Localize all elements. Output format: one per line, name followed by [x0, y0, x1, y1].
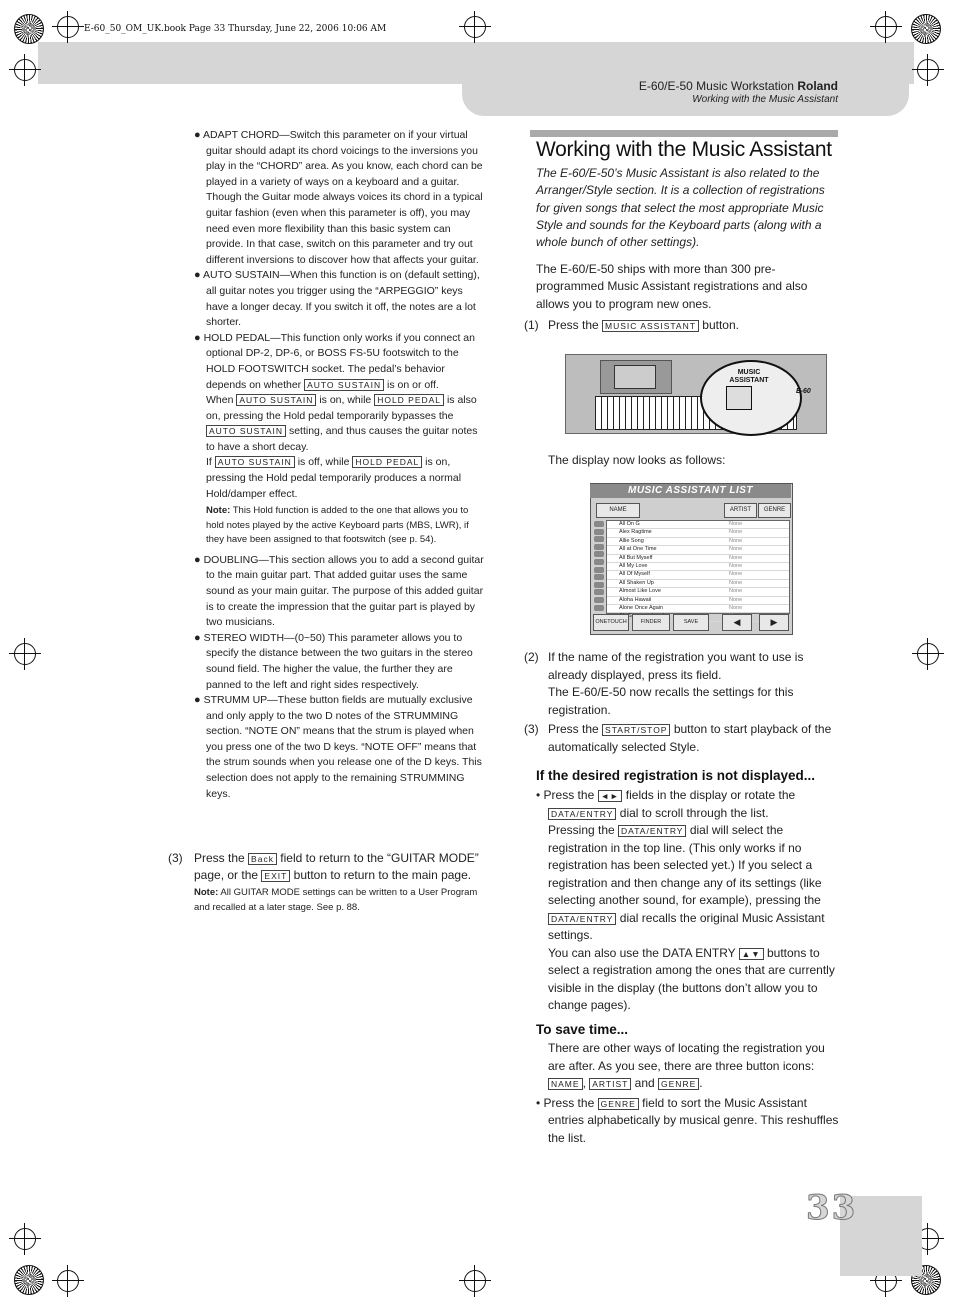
prev-page-button[interactable]: ◀ [722, 614, 752, 631]
save-button[interactable]: SAVE [673, 614, 709, 631]
song-name: All Shaken Up [619, 579, 654, 586]
arrow-keys: ◄► [598, 790, 623, 802]
paragraph: When AUTO SUSTAIN is on, while HOLD PEDAL is also on, pressing the Hold pedal temporarily bypasses the AUTO SUSTAIN setting, and thus causes the guitar notes to have a short decay. [206, 394, 478, 453]
key-label: AUTO SUSTAIN [304, 379, 384, 391]
list-item: ● ADAPT CHORD—Switch this parameter on if your virtual guitar should adapt its chord voicings to the inversions you play in the “CHORD” area. As you know, each chord can be played in a variety of ways on a keyboard and a guitar. Though the Guitar mode always voices its chord in a typical guitar fashion (even when this parameter is off), you may need even more flexibility than this basic system can provide. In that case, switch on this parameter and try out different inversions to discover how that affects your guitar. [194, 129, 483, 266]
page-number: 33 [806, 1188, 858, 1228]
song-name: All at One Time [619, 546, 657, 553]
speaker-icon [594, 597, 604, 603]
speaker-icon [594, 559, 604, 565]
song-name: Aloha Hawaii [619, 596, 652, 603]
genre-name: None [729, 579, 743, 586]
note: Note: This Hold function is added to the one that allows you to hold notes played by the active Keyboard parts (MBS, LWR), if they have been assigned to that footswitch (see p. 54). [206, 505, 469, 546]
print-info: E-60_50_OM_UK.book Page 33 Thursday, June 22, 2006 10:06 AM [84, 24, 387, 34]
paragraph: The E-60/E-50 ships with more than 300 pre-programmed Music Assistant registrations and also allows you to program new ones. [536, 262, 808, 311]
list-item: • Press the ◄► fields in the display or rotate the DATA/ENTRY dial to scroll through the list. Pressing the DATA/ENTRY dial will select the registration in the top line. (This only works if no registration has been selected yet.) If you select a registration and then change any of its settings (like selecting another sound, for example), pressing the DATA/ENTRY dial recalls the original Music Assistant settings. You can also use the DATA ENTRY ▲▼ buttons to select a registration among the ones that are currently visible in the display (the buttons don’t allow you to change pages). [536, 788, 835, 1012]
sort-name-button[interactable]: NAME [596, 503, 640, 518]
genre-name: None [729, 554, 743, 561]
speaker-icon [594, 536, 604, 542]
speaker-icon [594, 521, 604, 527]
genre-name: None [729, 596, 743, 603]
lcd-title: MUSIC ASSISTANT LIST [590, 484, 791, 498]
display-caption: The display now looks as follows: [548, 453, 726, 467]
list-item: ● STRUMM UP—These button fields are mutually exclusive and only apply to the two D notes of the STRUMMING section. “NOTE ON” means that the strum is played when you press one of the two D keys. “NOTE OFF” means that the strum sounds when you release one of the D keys. This selection does not apply to the remaining STRUMMING keys. [194, 694, 482, 800]
genre-name: None [729, 529, 743, 536]
speaker-icon [594, 574, 604, 580]
exit-key: EXIT [261, 870, 290, 882]
key-label: HOLD PEDAL [374, 394, 444, 406]
step-3: (3) Press the START/STOP button to start playback of the automatically selected Style. [524, 722, 832, 754]
subheading: If the desired registration is not displayed... [536, 768, 816, 783]
registration-mark-icon [14, 59, 36, 81]
intro-text: The E-60/E-50’s Music Assistant is also related to the Arranger/Style section. It is a collection of registrations for given songs that select the most appropriate Music Style and sounds for the Keyboard parts (along with a whole bunch of other settings). [536, 166, 825, 250]
list-item[interactable] [607, 588, 789, 596]
list-item[interactable] [607, 571, 789, 579]
registration-list [606, 520, 790, 614]
list-item[interactable] [607, 546, 789, 554]
crop-mark-icon [14, 14, 44, 44]
genre-name: None [729, 562, 743, 569]
key-label: HOLD PEDAL [352, 456, 422, 468]
registration-mark-icon [464, 16, 486, 38]
data-entry-key: DATA/ENTRY [548, 808, 616, 820]
genre-name: None [729, 546, 743, 553]
key-label: AUTO SUSTAIN [206, 425, 286, 437]
data-entry-key: DATA/ENTRY [618, 825, 686, 837]
list-item[interactable] [607, 555, 789, 563]
note: Note: All GUITAR MODE settings can be written to a User Program and recalled at a later stage. See p. 88. [194, 887, 478, 913]
page-title: Working with the Music Assistant [536, 138, 832, 161]
next-page-button[interactable]: ▶ [759, 614, 789, 631]
running-header: E-60/E-50 Music Workstation Roland [638, 79, 838, 93]
music-assistant-button-icon [726, 386, 752, 410]
song-name: Allie Song [619, 537, 644, 544]
list-item[interactable] [607, 580, 789, 588]
registration-mark-icon [14, 643, 36, 665]
up-down-keys: ▲▼ [739, 948, 764, 960]
artist-key: ARTIST [589, 1078, 631, 1090]
song-name: All Of Myself [619, 571, 650, 578]
speaker-icon [594, 582, 604, 588]
paragraph: There are other ways of locating the registration you are after. As you see, there are three button icons: NAME , ARTIST and GENRE . • Press the GENRE field to sort the Music Assistant entries alphabetically by musical genre. This reshuffles the list. [536, 1041, 839, 1145]
music-assistant-key: MUSIC ASSISTANT [602, 320, 699, 332]
registration-mark-icon [464, 1270, 486, 1292]
finder-button[interactable]: FINDER [632, 614, 670, 631]
data-entry-key: DATA/ENTRY [548, 913, 616, 925]
song-name: Alex Ragtime [619, 529, 652, 536]
list-item[interactable] [607, 521, 789, 529]
list-item[interactable] [607, 605, 789, 613]
name-key: NAME [548, 1078, 583, 1090]
speaker-icon [594, 529, 604, 535]
genre-name: None [729, 604, 743, 611]
paragraph: If AUTO SUSTAIN is off, while HOLD PEDAL is on, pressing the Hold pedal temporarily produces a normal Hold/damper effect. [206, 456, 462, 500]
key-label: AUTO SUSTAIN [215, 456, 295, 468]
registration-mark-icon [875, 16, 897, 38]
registration-mark-icon [917, 643, 939, 665]
genre-name: None [729, 588, 743, 595]
speaker-icon [594, 589, 604, 595]
speaker-icon [594, 551, 604, 557]
registration-mark-icon [57, 16, 79, 38]
list-item: ● DOUBLING—This section allows you to add a second guitar to the main guitar part. That added guitar uses the same sound as your main guitar. The purpose of this added guitar is to create the impression that the guitar part is played by two musicians. [194, 553, 484, 629]
song-name: Almost Like Love [619, 588, 661, 595]
list-item[interactable] [607, 538, 789, 546]
genre-name: None [729, 571, 743, 578]
step-2: (2) If the name of the registration you want to use is already displayed, press its field. The E-60/E-50 now recalls the settings for this registration. [524, 650, 804, 717]
left-column [194, 128, 484, 802]
list-item[interactable] [607, 563, 789, 571]
list-item[interactable] [607, 597, 789, 605]
model-logo: E-60 [796, 388, 811, 395]
speaker-icon [594, 605, 604, 611]
genre-name: None [729, 537, 743, 544]
list-item: ● AUTO SUSTAIN—When this function is on (default setting), all guitar notes you trigger using the “ARPEGGIO” keys have a longer decay. If you switch it off, the notes are a lot shorter. [194, 269, 480, 329]
list-item: ● STEREO WIDTH—(0~50) This parameter allows you to specify the distance between the two guitars in the stereo sound field. The higher the value, the further they are panned to the left and right sides respectively. [194, 631, 473, 691]
callout-label: MUSIC ASSISTANT [729, 369, 769, 384]
registration-mark-icon [57, 1270, 79, 1292]
back-key: Back [248, 853, 277, 865]
genre-key: GENRE [598, 1098, 639, 1110]
crop-mark-icon [14, 1265, 44, 1295]
keyboard-screen [614, 365, 656, 389]
list-item[interactable] [607, 529, 789, 537]
registration-mark-icon [917, 59, 939, 81]
speaker-icon [594, 544, 604, 550]
crop-mark-icon [911, 14, 941, 44]
speaker-icon [594, 567, 604, 573]
song-name: All But Myself [619, 554, 653, 561]
onetouch-button[interactable]: ONETOUCH [593, 614, 629, 631]
song-name: Alone Once Again [619, 604, 664, 611]
running-section: Working with the Music Assistant [692, 94, 838, 105]
genre-name: None [729, 521, 743, 527]
sort-artist-button[interactable]: ARTIST [724, 503, 757, 518]
key-label: AUTO SUSTAIN [236, 394, 316, 406]
subheading: To save time... [536, 1022, 629, 1037]
song-name: All On G [619, 521, 640, 527]
step-3-left: (3) Press the Back field to return to the “GUITAR MODE” page, or the EXIT button to return to the main page. Note: All GUITAR MODE settings can be written to a User Program and recalled at a later stage. See p. 88. [168, 850, 484, 915]
genre-key: GENRE [658, 1078, 699, 1090]
sort-genre-button[interactable]: GENRE [758, 503, 791, 518]
step-1: (1) Press the MUSIC ASSISTANT button. [524, 318, 739, 332]
registration-mark-icon [14, 1228, 36, 1250]
song-name: All My Love [619, 562, 648, 569]
list-item: ● HOLD PEDAL—This function only works if you connect an optional DP-2, DP-6, or BOSS FS-5U footswitch to the HOLD FOOTSWITCH socket. The pedal’s behavior depends on whether AUTO SUSTAIN is on or off. [194, 331, 475, 391]
heading-rule [530, 130, 838, 137]
start-stop-key: START/STOP [602, 724, 670, 736]
